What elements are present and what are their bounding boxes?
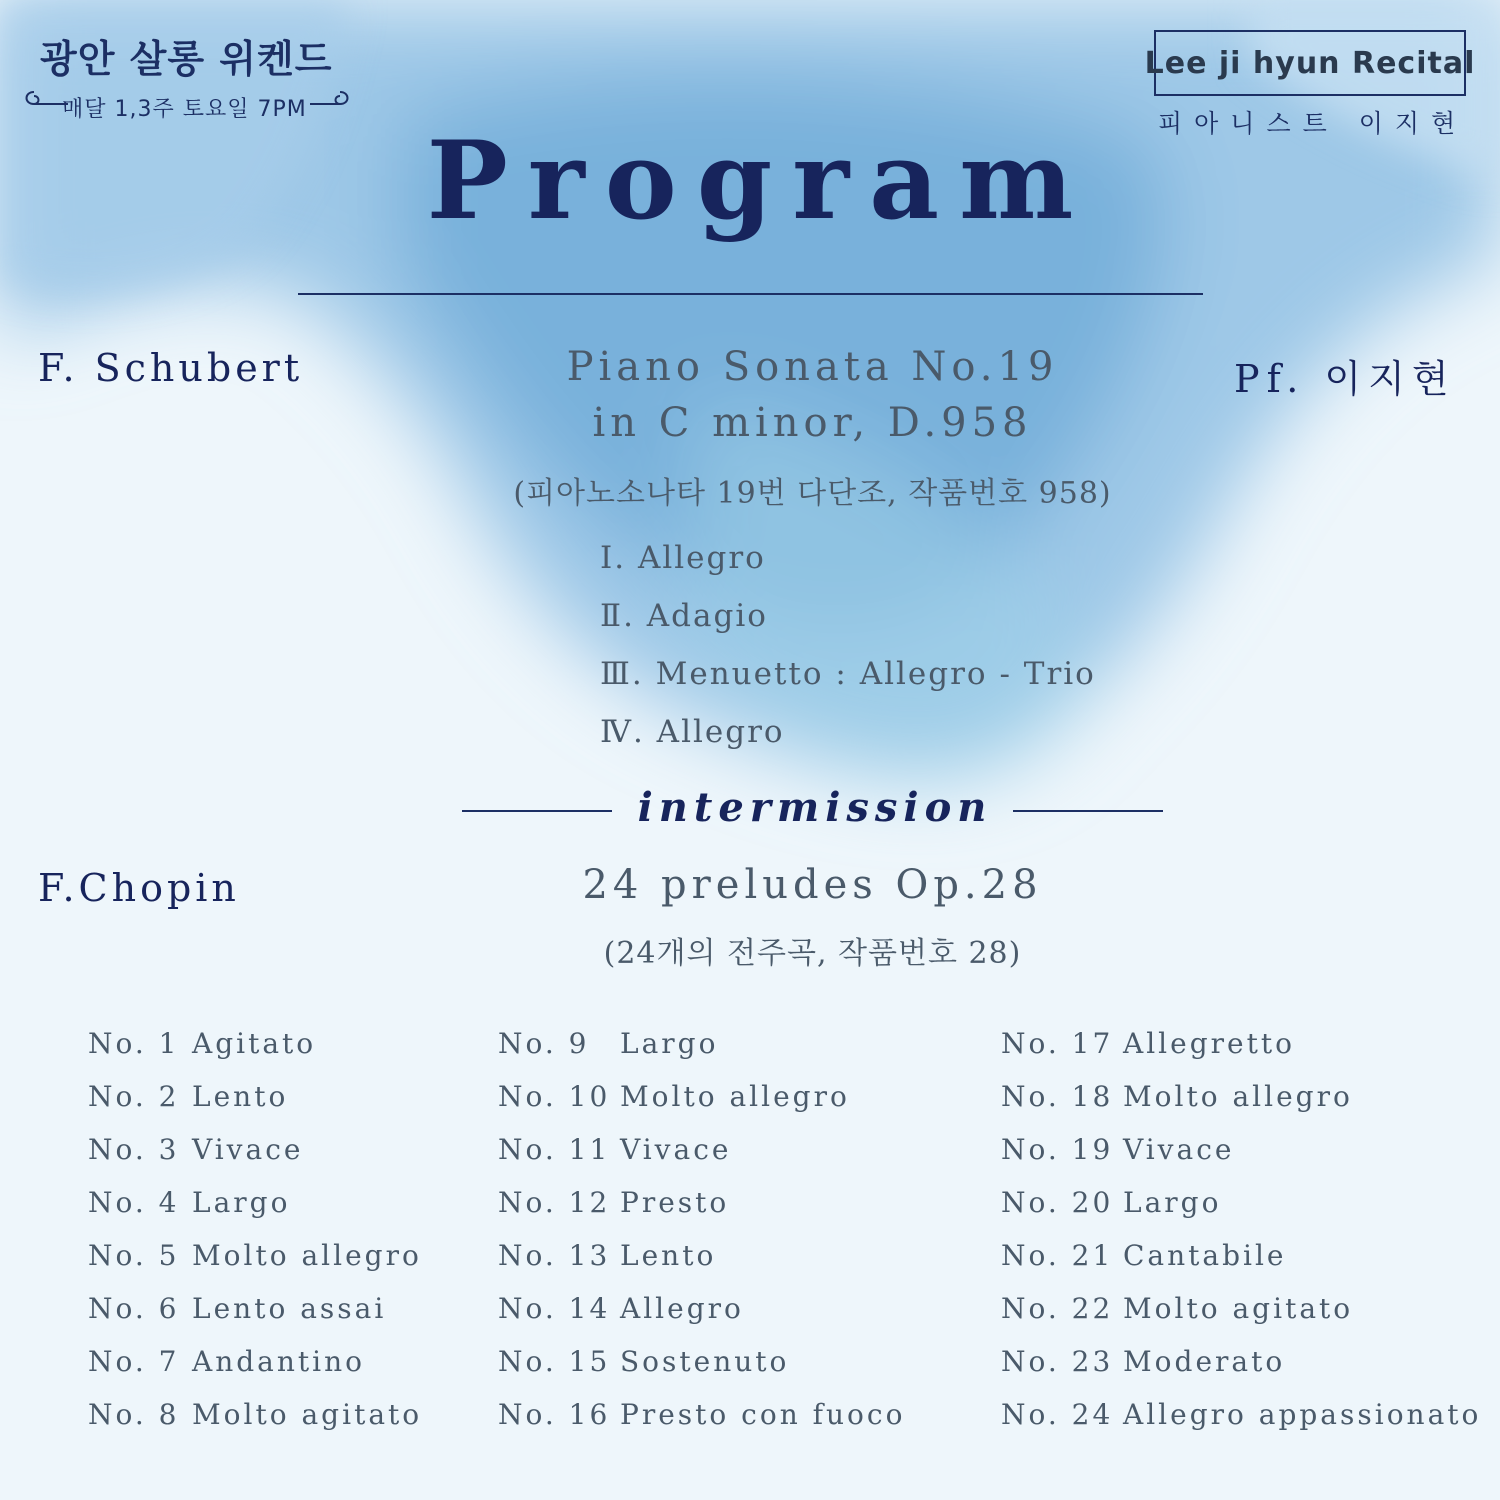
- prelude-number: No. 7: [88, 1345, 180, 1378]
- prelude-item: [88, 1024, 316, 1064]
- prelude-title: Presto con fuoco: [620, 1398, 906, 1431]
- performer: Pf. 이지현: [1234, 357, 1456, 401]
- prelude-number: No. 5: [88, 1239, 180, 1272]
- prelude-number: No. 13: [498, 1239, 611, 1272]
- page-title: Program: [426, 118, 1094, 244]
- prelude-title: Vivace: [1123, 1133, 1235, 1166]
- recital-title: Lee ji hyun Recital: [1144, 45, 1476, 81]
- prelude-title: Molto allegro: [192, 1239, 422, 1272]
- prelude-title: Presto: [620, 1186, 730, 1219]
- prelude-title: Molto agitato: [192, 1398, 423, 1431]
- prelude-item: [1001, 1395, 1481, 1435]
- prelude-item: [498, 1183, 729, 1223]
- prelude-item: [498, 1236, 716, 1276]
- intermission-rule-right: [1013, 810, 1163, 812]
- prelude-number: No. 3: [88, 1133, 180, 1166]
- prelude-title: Largo: [620, 1027, 719, 1060]
- prelude-item: [1001, 1183, 1221, 1223]
- prelude-item: [498, 1289, 744, 1329]
- prelude-number: No. 16: [498, 1398, 611, 1431]
- prelude-number: No. 20: [1001, 1186, 1114, 1219]
- series-title: 광안 살롱 위켄드: [40, 37, 333, 81]
- prelude-number: No. 6: [88, 1292, 180, 1325]
- prelude-title: Andantino: [192, 1345, 366, 1378]
- prelude-item: [498, 1130, 731, 1170]
- prelude-title: Molto allegro: [620, 1080, 850, 1113]
- prelude-item: [1001, 1077, 1353, 1117]
- prelude-title: Largo: [192, 1186, 291, 1219]
- prelude-number: No. 17: [1001, 1027, 1114, 1060]
- schubert-work-line2: in C minor, D.958: [592, 400, 1033, 446]
- recital-title-box: [1144, 30, 1476, 96]
- prelude-item: [498, 1024, 718, 1064]
- prelude-title: Sostenuto: [620, 1345, 790, 1378]
- prelude-title: Largo: [1123, 1186, 1222, 1219]
- prelude-title: Cantabile: [1123, 1239, 1287, 1272]
- movement-item: Ⅳ. Allegro: [600, 714, 785, 750]
- prelude-number: No. 14: [498, 1292, 611, 1325]
- prelude-item: [1001, 1289, 1353, 1329]
- movement-item: Ⅲ. Menuetto : Allegro - Trio: [600, 656, 1096, 692]
- prelude-item: [498, 1077, 850, 1117]
- prelude-item: [498, 1342, 789, 1382]
- prelude-title: Molto agitato: [1123, 1292, 1354, 1325]
- prelude-item: [1001, 1024, 1295, 1064]
- chopin-work: 24 preludes Op.28: [582, 862, 1043, 908]
- prelude-title: Agitato: [192, 1027, 317, 1060]
- prelude-title: Vivace: [620, 1133, 732, 1166]
- prelude-item: [1001, 1130, 1234, 1170]
- schubert-work-korean: (피아노소나타 19번 다단조, 작품번호 958): [513, 476, 1112, 511]
- prelude-item: [88, 1130, 303, 1170]
- composer-chopin: F.Chopin: [38, 866, 240, 910]
- movement-item: Ⅰ. Allegro: [600, 540, 766, 576]
- prelude-title: Lento: [620, 1239, 717, 1272]
- prelude-item: [88, 1342, 365, 1382]
- prelude-number: No. 15: [498, 1345, 611, 1378]
- prelude-item: [498, 1395, 905, 1435]
- prelude-number: No. 19: [1001, 1133, 1114, 1166]
- prelude-title: Allegro appassionato: [1123, 1398, 1482, 1431]
- prelude-item: [1001, 1342, 1285, 1382]
- prelude-number: No. 24: [1001, 1398, 1114, 1431]
- prelude-item: [88, 1183, 290, 1223]
- prelude-number: No. 4: [88, 1186, 180, 1219]
- prelude-title: Allegretto: [1123, 1027, 1295, 1060]
- prelude-number: No. 23: [1001, 1345, 1114, 1378]
- prelude-number: No. 2: [88, 1080, 180, 1113]
- prelude-number: No. 12: [498, 1186, 611, 1219]
- prelude-title: Allegro: [620, 1292, 744, 1325]
- prelude-title: Molto allegro: [1123, 1080, 1353, 1113]
- series-schedule: 매달 1,3주 토요일 7PM: [62, 97, 307, 122]
- prelude-number: No. 9: [498, 1027, 590, 1060]
- composer-schubert: F. Schubert: [38, 346, 304, 390]
- prelude-number: No. 1: [88, 1027, 180, 1060]
- prelude-item: [88, 1077, 288, 1117]
- prelude-title: Lento assai: [192, 1292, 387, 1325]
- prelude-number: No. 21: [1001, 1239, 1114, 1272]
- prelude-title: Lento: [192, 1080, 289, 1113]
- prelude-number: No. 18: [1001, 1080, 1114, 1113]
- movement-item: Ⅱ. Adagio: [600, 598, 768, 634]
- chopin-work-korean: (24개의 전주곡, 작품번호 28): [603, 936, 1022, 971]
- prelude-number: No. 8: [88, 1398, 180, 1431]
- pianist-name: 피아니스트 이지현: [1158, 109, 1468, 138]
- prelude-title: Moderato: [1123, 1345, 1286, 1378]
- schubert-work-line1: Piano Sonata No.19: [566, 344, 1059, 390]
- prelude-item: [88, 1395, 422, 1435]
- prelude-number: No. 22: [1001, 1292, 1114, 1325]
- prelude-item: [88, 1236, 422, 1276]
- prelude-number: No. 10: [498, 1080, 611, 1113]
- prelude-item: [1001, 1236, 1287, 1276]
- prelude-item: [88, 1289, 386, 1329]
- prelude-number: No. 11: [498, 1133, 611, 1166]
- intermission-label: intermission: [637, 784, 993, 831]
- prelude-title: Vivace: [192, 1133, 304, 1166]
- title-divider: [298, 293, 1203, 295]
